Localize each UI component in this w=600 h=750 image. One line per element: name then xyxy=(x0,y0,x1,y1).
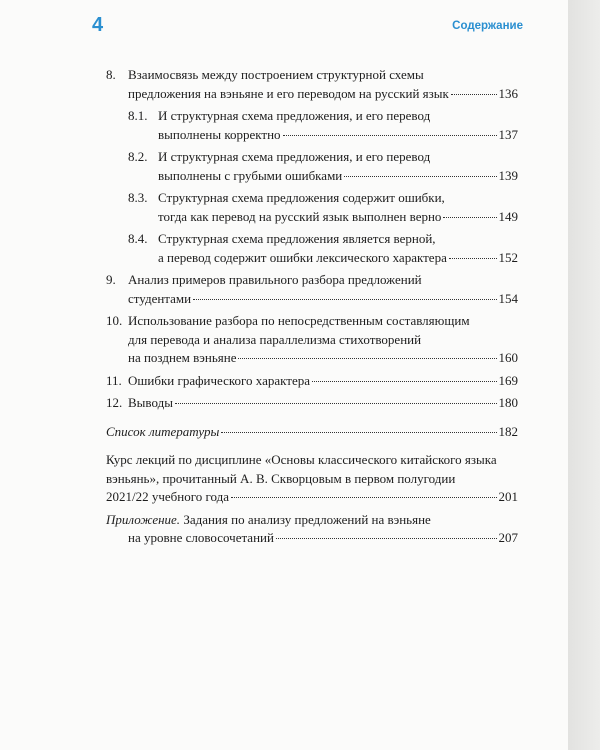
toc-page-number: 137 xyxy=(498,126,518,142)
toc-entry-literature[interactable] xyxy=(106,423,518,442)
toc-entry-10[interactable] xyxy=(106,312,518,368)
toc-entry-lectures[interactable] xyxy=(106,451,518,507)
toc-entry-text: выполнены с грубыми ошибками xyxy=(158,167,343,183)
toc-entry-text: выполнены корректно xyxy=(158,126,281,142)
toc-entry-text: Использование разбора по непосредственным составляющим xyxy=(128,313,470,328)
toc-entry-text: на позднем вэньяне xyxy=(128,350,237,365)
toc-entry-number: 8.4. xyxy=(128,231,148,246)
toc-entry-text: вэньянь», прочитанный А. В. Скворцовым в первом полугодии xyxy=(106,470,456,486)
leader-dots xyxy=(443,217,496,218)
leader-dots xyxy=(238,358,496,359)
toc-entry-8-3[interactable] xyxy=(106,189,518,226)
toc-entry-text: Взаимосвязь между построением структурной схемы xyxy=(128,67,424,82)
toc-entry-text: И структурная схема предложения, и его перевод xyxy=(158,108,431,123)
toc-entry-text: И структурная схема предложения, и его перевод xyxy=(158,149,431,164)
toc-page-number: 136 xyxy=(498,85,518,101)
toc-entry-12[interactable] xyxy=(106,394,518,413)
toc-page-number: 154 xyxy=(498,290,518,306)
toc-page-number: 160 xyxy=(498,350,518,365)
toc-entry-number: 8. xyxy=(106,67,116,82)
toc-page-number: 180 xyxy=(498,395,518,410)
running-title: Содержание xyxy=(452,20,523,32)
leader-dots xyxy=(193,299,496,300)
toc-entry-number: 8.1. xyxy=(128,108,148,123)
toc-entry-appendix[interactable] xyxy=(106,511,518,548)
toc-entry-text: Структурная схема предложения содержит ошибки, xyxy=(158,190,445,205)
leader-dots xyxy=(283,135,497,136)
leader-dots xyxy=(449,258,497,259)
table-of-contents xyxy=(106,66,518,548)
toc-entry-8[interactable] xyxy=(106,66,518,103)
toc-page-number: 201 xyxy=(498,489,518,504)
toc-entry-text: Задания по анализу предложений на вэньяне xyxy=(183,511,431,527)
toc-entry-text: тогда как перевод на русский язык выполнен верно xyxy=(158,208,442,224)
toc-entry-number: 8.2. xyxy=(128,149,148,164)
page-header xyxy=(0,14,600,42)
toc-entry-label: Приложение. xyxy=(106,511,181,527)
toc-entry-text: Анализ примеров правильного разбора предложений xyxy=(128,272,422,287)
toc-entry-text: на уровне словосочетаний xyxy=(128,530,274,545)
toc-page-number: 152 xyxy=(498,249,518,265)
leader-dots xyxy=(175,403,497,404)
toc-page-number: 139 xyxy=(498,167,518,183)
toc-entry-11[interactable] xyxy=(106,372,518,391)
toc-page-number: 149 xyxy=(498,208,518,224)
toc-entry-8-2[interactable] xyxy=(106,148,518,185)
toc-entry-text: Ошибки графического характера xyxy=(128,372,311,388)
toc-entry-text: Структурная схема предложения является верной, xyxy=(158,231,436,246)
toc-entry-8-4[interactable] xyxy=(106,230,518,267)
toc-entry-text: для перевода и анализа параллелизма стихотворений xyxy=(128,331,422,347)
leader-dots xyxy=(276,538,497,539)
toc-entry-text: студентами xyxy=(128,290,192,306)
toc-entry-number: 11. xyxy=(106,372,122,388)
toc-entry-text: Выводы xyxy=(128,395,173,410)
toc-entry-number: 8.3. xyxy=(128,190,148,205)
page-gutter xyxy=(568,0,600,750)
toc-entry-text: Курс лекций по дисциплине «Основы классического китайского языка xyxy=(106,452,497,467)
toc-entry-number: 12. xyxy=(106,395,123,410)
toc-entry-number: 9. xyxy=(106,272,116,287)
leader-dots xyxy=(312,381,496,382)
toc-entry-9[interactable] xyxy=(106,271,518,308)
toc-entry-text: 2021/22 учебного года xyxy=(106,489,230,504)
toc-entry-text: а перевод содержит ошибки лексического характера xyxy=(158,249,447,265)
toc-entry-8-1[interactable] xyxy=(106,107,518,144)
leader-dots xyxy=(221,432,496,433)
leader-dots xyxy=(344,176,496,177)
toc-entry-number: 10. xyxy=(106,313,123,328)
toc-entry-text: Список литературы xyxy=(106,423,220,439)
toc-entry-text: предложения на вэньяне и его переводом на русский язык xyxy=(128,85,449,101)
toc-page-number: 207 xyxy=(498,530,518,545)
toc-page-number: 169 xyxy=(498,372,518,388)
leader-dots xyxy=(451,94,497,95)
page-number: 4 xyxy=(92,14,104,36)
toc-page-number: 182 xyxy=(498,423,518,439)
leader-dots xyxy=(231,497,496,498)
